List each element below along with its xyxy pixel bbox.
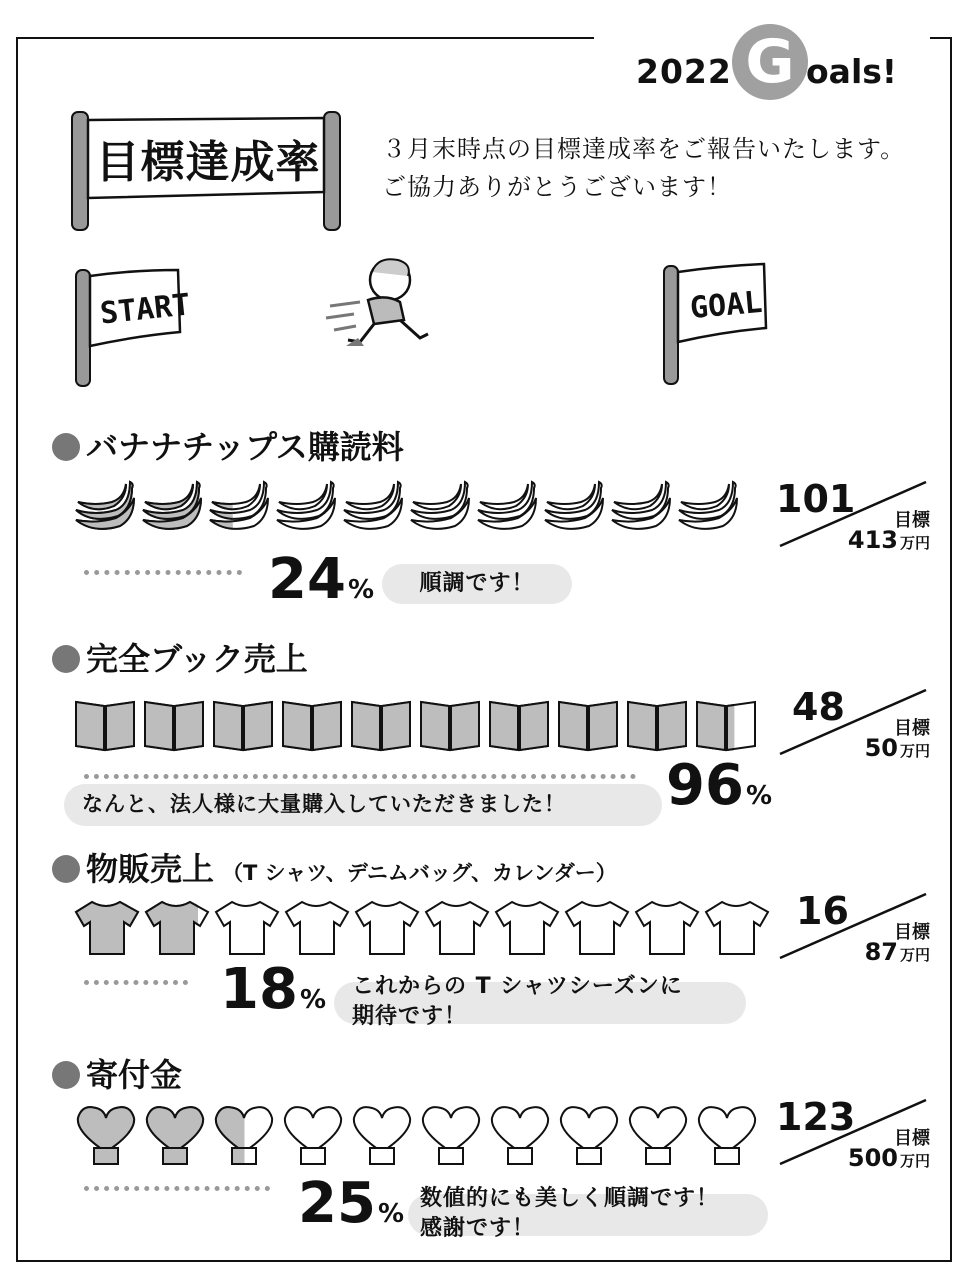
comment-book: なんと、法人様に大量購入していただきました！ xyxy=(64,784,662,826)
percent-banana: 24% xyxy=(268,547,374,612)
banana-icon xyxy=(608,480,675,540)
goals-title xyxy=(636,24,916,104)
banner-title: 目標達成率 xyxy=(95,137,321,188)
goal-label-text: 目標 xyxy=(894,510,930,531)
bullet-dot-icon xyxy=(52,1061,80,1089)
section-title-text: 完全ブック売上 xyxy=(86,640,308,678)
dotted-leader xyxy=(84,1186,270,1191)
heart-icon xyxy=(348,1102,417,1170)
goal-value: 50 万円 xyxy=(864,734,930,762)
ratio-tshirt xyxy=(776,889,936,966)
section-title-text: 寄付金 xyxy=(86,1056,183,1094)
ratio-book xyxy=(776,685,936,762)
dotted-leader xyxy=(84,774,636,779)
ratio-heart xyxy=(776,1095,936,1172)
goal-value: 500 万円 xyxy=(847,1144,930,1172)
intro-line-2: ご協力ありがとうございます！ xyxy=(382,173,732,201)
tshirt-icon xyxy=(212,898,282,956)
banana-icon xyxy=(474,480,541,540)
tshirt-icon xyxy=(422,898,492,956)
tshirt-icon xyxy=(352,898,422,956)
comment-banana: 順調です！ xyxy=(382,564,572,604)
tshirt-icon xyxy=(492,898,562,956)
heart-icon xyxy=(279,1102,348,1170)
book-icon xyxy=(348,696,417,754)
bullet-dot-icon xyxy=(52,433,80,461)
goal-value: 87 万円 xyxy=(864,938,930,966)
banana-icon xyxy=(407,480,474,540)
heart-icon xyxy=(555,1102,624,1170)
section-title-donation xyxy=(52,1050,182,1096)
runner-icon xyxy=(320,250,432,354)
heart-icon xyxy=(210,1102,279,1170)
bullet-dot-icon xyxy=(52,855,80,883)
goal-label-text: 目標 xyxy=(894,922,930,943)
tshirt-icon xyxy=(72,898,142,956)
heart-icon xyxy=(417,1102,486,1170)
goal-label: GOAL xyxy=(688,284,764,327)
ratio-banana xyxy=(776,477,936,554)
percent-heart: 25% xyxy=(298,1171,404,1236)
banana-icon xyxy=(72,480,139,540)
intro-line-1: ３月末時点の目標達成率をご報告いたします。 xyxy=(382,135,906,163)
achieved-value: 101 xyxy=(776,477,856,521)
book-icon xyxy=(624,696,693,754)
section-title-banana xyxy=(52,422,404,468)
icon-row-heart xyxy=(72,1102,762,1170)
goals-rest: oals! xyxy=(806,52,897,91)
book-icon xyxy=(72,696,141,754)
banana-icon xyxy=(139,480,206,540)
goal-label-text: 目標 xyxy=(894,1128,930,1149)
banana-icon xyxy=(273,480,340,540)
heart-icon xyxy=(693,1102,762,1170)
section-title-text: 物販売上 xyxy=(86,850,215,888)
comment-tshirt: これからの T シャツシーズンに 期待です！ xyxy=(352,974,683,1029)
book-icon xyxy=(417,696,486,754)
intro-text xyxy=(382,130,905,206)
section-subtitle: （T シャツ、デニムバッグ、カレンダー） xyxy=(222,861,617,885)
section-title-goods xyxy=(52,844,617,890)
heart-icon xyxy=(141,1102,210,1170)
tshirt-icon xyxy=(282,898,352,956)
dotted-leader xyxy=(84,980,188,985)
dotted-leader xyxy=(84,570,242,575)
banana-icon xyxy=(675,480,742,540)
book-icon xyxy=(279,696,348,754)
percent-book: 96% xyxy=(666,753,772,818)
heart-icon xyxy=(72,1102,141,1170)
goal-label-text: 目標 xyxy=(894,718,930,739)
goal-value: 413 万円 xyxy=(847,526,930,554)
tshirt-icon xyxy=(702,898,772,956)
comment-heart: 数値的にも美しく順調です！ 感謝です！ xyxy=(420,1186,720,1241)
achieved-value: 48 xyxy=(792,685,845,729)
start-label: START xyxy=(98,287,192,332)
tshirt-icon xyxy=(562,898,632,956)
book-icon xyxy=(693,696,762,754)
icon-row-book xyxy=(72,696,762,754)
banana-icon xyxy=(206,480,273,540)
goals-g-circle: G xyxy=(732,24,808,100)
banana-icon xyxy=(340,480,407,540)
icon-row-tshirt xyxy=(72,898,772,956)
section-title-book xyxy=(52,634,308,680)
book-icon xyxy=(555,696,624,754)
tshirt-icon xyxy=(632,898,702,956)
goals-year: 2022 xyxy=(636,52,732,91)
book-icon xyxy=(486,696,555,754)
book-icon xyxy=(210,696,279,754)
heart-icon xyxy=(486,1102,555,1170)
bullet-dot-icon xyxy=(52,645,80,673)
achieved-value: 123 xyxy=(776,1095,856,1139)
percent-tshirt: 18% xyxy=(220,957,326,1022)
book-icon xyxy=(141,696,210,754)
banana-icon xyxy=(541,480,608,540)
section-title-text: バナナチップス購読料 xyxy=(86,428,404,466)
tshirt-icon xyxy=(142,898,212,956)
goal-flag-icon xyxy=(660,262,772,386)
achieved-value: 16 xyxy=(796,889,849,933)
icon-row-banana xyxy=(72,480,742,540)
heart-icon xyxy=(624,1102,693,1170)
